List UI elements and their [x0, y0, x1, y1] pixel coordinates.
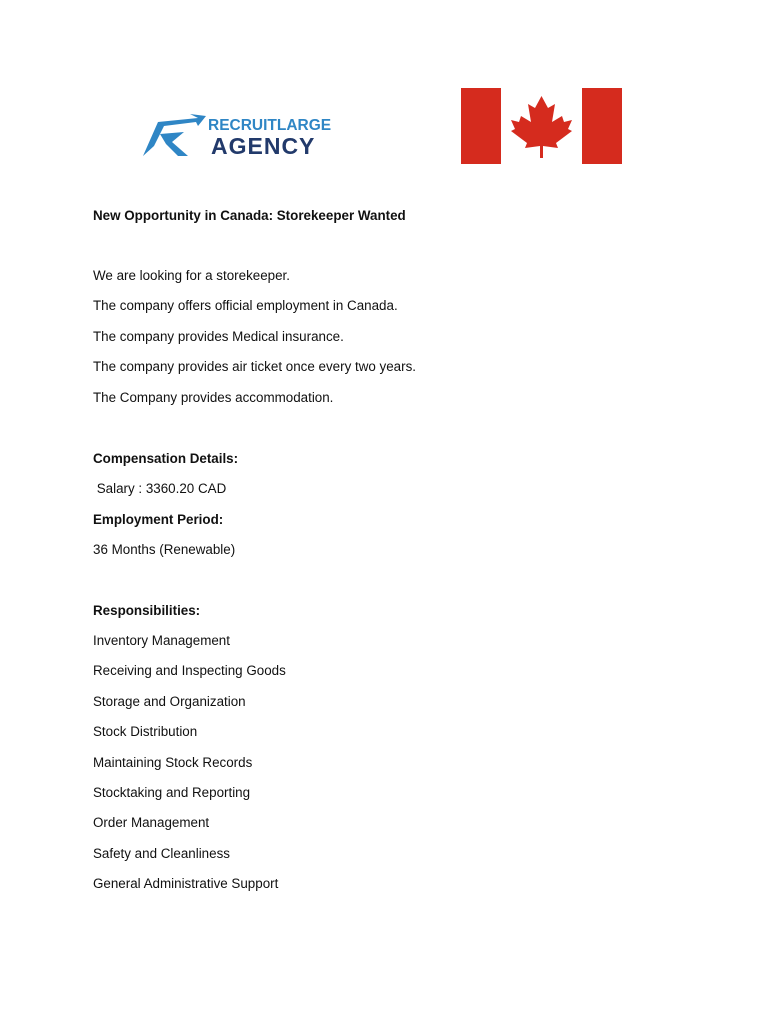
- intro-line: The Company provides accommodation.: [93, 390, 334, 405]
- responsibility-item: Receiving and Inspecting Goods: [93, 663, 286, 678]
- responsibility-item: Inventory Management: [93, 633, 230, 648]
- canada-flag: [461, 88, 622, 164]
- employment-heading: Employment Period:: [93, 512, 224, 527]
- logo-line1: RECRUITLARGE: [208, 117, 332, 134]
- responsibility-item: Stock Distribution: [93, 724, 198, 739]
- salary-line: Salary : 3360.20 CAD: [93, 481, 227, 496]
- responsibility-item: Maintaining Stock Records: [93, 755, 253, 770]
- responsibility-item: Safety and Cleanliness: [93, 846, 230, 861]
- canada-flag-icon: [461, 88, 622, 164]
- compensation-heading: Compensation Details:: [93, 451, 239, 466]
- intro-line: The company provides Medical insurance.: [93, 329, 344, 344]
- intro-line: The company provides air ticket once every two years.: [93, 359, 417, 374]
- responsibilities-heading: Responsibilities:: [93, 603, 201, 618]
- arrow-r-logo-icon: [140, 112, 352, 162]
- responsibility-item: Stocktaking and Reporting: [93, 785, 251, 800]
- intro-line: We are looking for a storekeeper.: [93, 268, 291, 283]
- recruitlarge-agency-logo: [140, 112, 352, 162]
- document-title: New Opportunity in Canada: Storekeeper Wanted: [93, 208, 406, 223]
- logo-line2: AGENCY: [211, 133, 316, 159]
- intro-line: The company offers official employment in Canada.: [93, 298, 398, 313]
- responsibility-item: Order Management: [93, 815, 210, 830]
- responsibility-item: Storage and Organization: [93, 694, 246, 709]
- responsibility-item: General Administrative Support: [93, 876, 279, 891]
- employment-period: 36 Months (Renewable): [93, 542, 236, 557]
